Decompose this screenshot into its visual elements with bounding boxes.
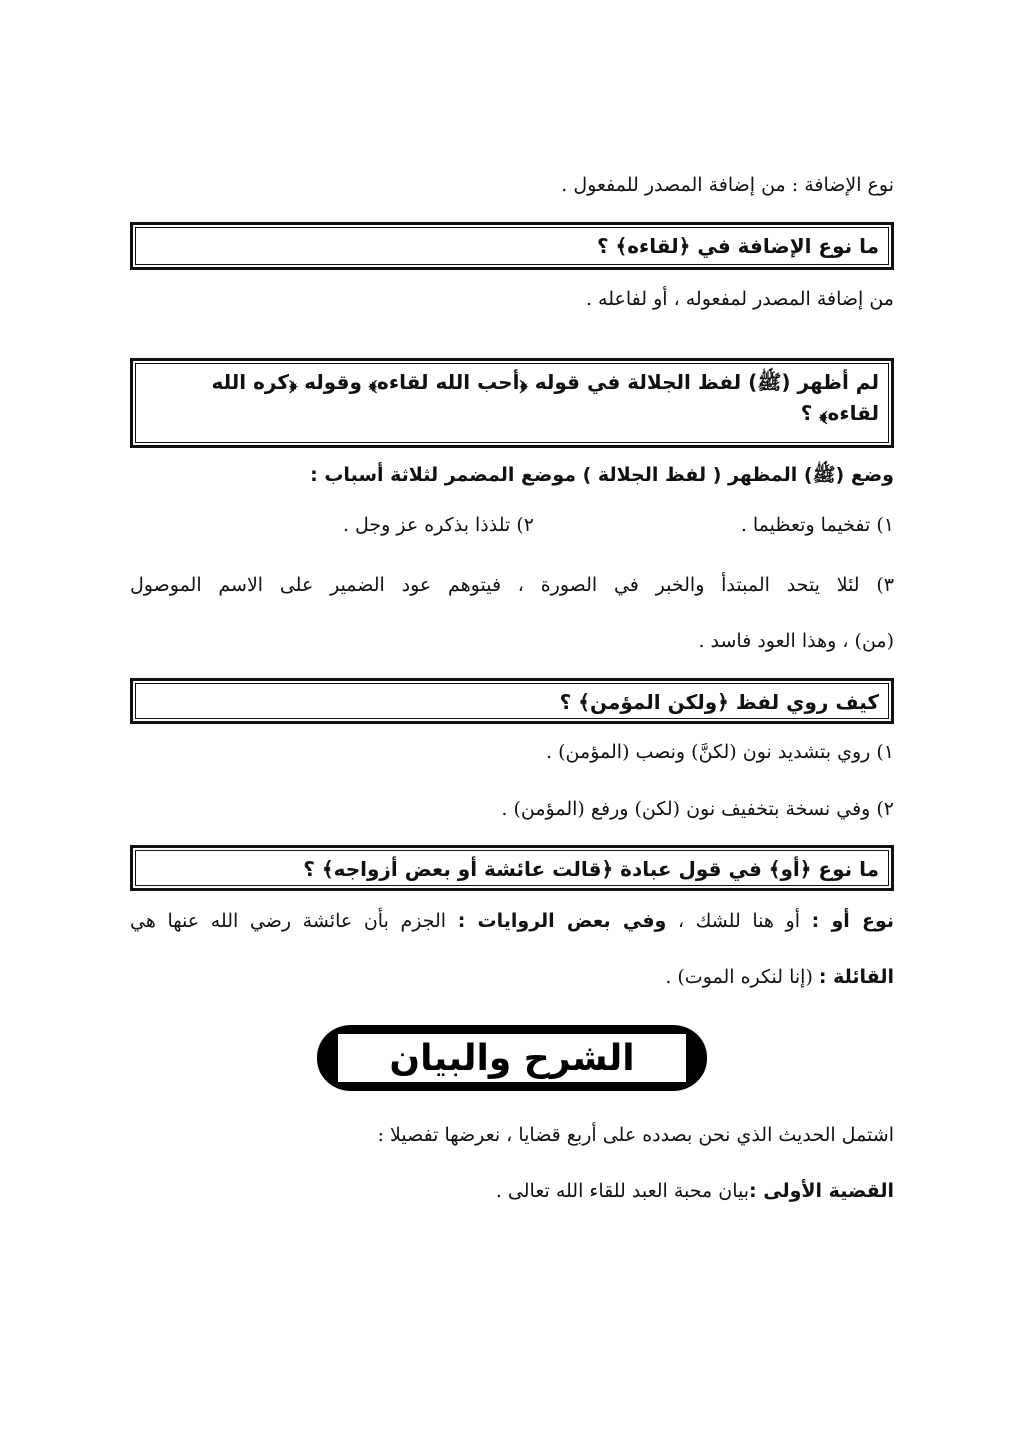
bold-label: نوع أو : [811,910,894,932]
text-run: الجزم بأن عائشة رضي الله عنها هي [130,910,458,932]
bold-label: القضية الأولى : [749,1180,894,1202]
question-text: ما نوع الإضافة في ﴿لقاءه﴾ ؟ [596,234,879,258]
numbered-list-row [130,510,894,540]
paragraph-line: نوع الإضافة : من إضافة المصدر للمفعول . [561,174,894,196]
bold-label: القائلة : [818,966,894,988]
bold-label: وفي بعض الروايات : [457,910,667,932]
paragraph-line-bold: وضع (ﷺ) المظهر ( لفظ الجلالة ) موضع المضمر لثلاثة أسباب : [310,464,894,486]
question-text: لم أظهر (ﷺ) لفظ الجلالة في قوله ﴿أحب الله لقاءه﴾ وقوله ﴿كره الله لقاءه﴾ ؟ [211,370,879,425]
question-box [130,678,894,724]
list-item: ٢) وفي نسخة بتخفيف نون (لكن) ورفع (المؤمن) . [501,798,894,820]
list-item: ٢) تلذذا بذكره عز وجل . [342,514,534,536]
paragraph-line [130,1176,894,1206]
paragraph-line [130,962,894,992]
text-run: أو هنا للشك ، [666,910,812,932]
question-box [130,845,894,891]
question-text: كيف روي لفظ ﴿ولكن المؤمن﴾ ؟ [559,690,879,714]
paragraph-line: اشتمل الحديث الذي نحن بصدده على أربع قضايا ، نعرضها تفصيلا : [377,1124,894,1146]
paragraph-line [130,906,894,936]
paragraph-line: (من) ، وهذا العود فاسد . [698,630,894,652]
question-box [130,358,894,448]
list-item: ١) تفخيما وتعظيما . [740,514,894,536]
section-banner [0,1018,1024,1098]
question-text: ما نوع ﴿أو﴾ في قول عبادة ﴿قالت عائشة أو بعض أزواجه﴾ ؟ [303,857,879,881]
list-item: ١) روي بتشديد نون (لكنَّ) ونصب (المؤمن) . [546,741,894,763]
banner-frame [317,1025,707,1091]
question-box [130,222,894,270]
text-run: (إنا لنكره الموت) . [665,966,819,988]
paragraph-line: ٣) لئلا يتحد المبتدأ والخبر في الصورة ، فيتوهم عود الضمير على الاسم الموصول [130,574,894,596]
paragraph-line: من إضافة المصدر لمفعوله ، أو لفاعله . [585,288,894,310]
banner-title: الشرح والبيان [336,1032,688,1084]
text-run: بيان محبة العبد للقاء الله تعالى . [495,1180,750,1202]
